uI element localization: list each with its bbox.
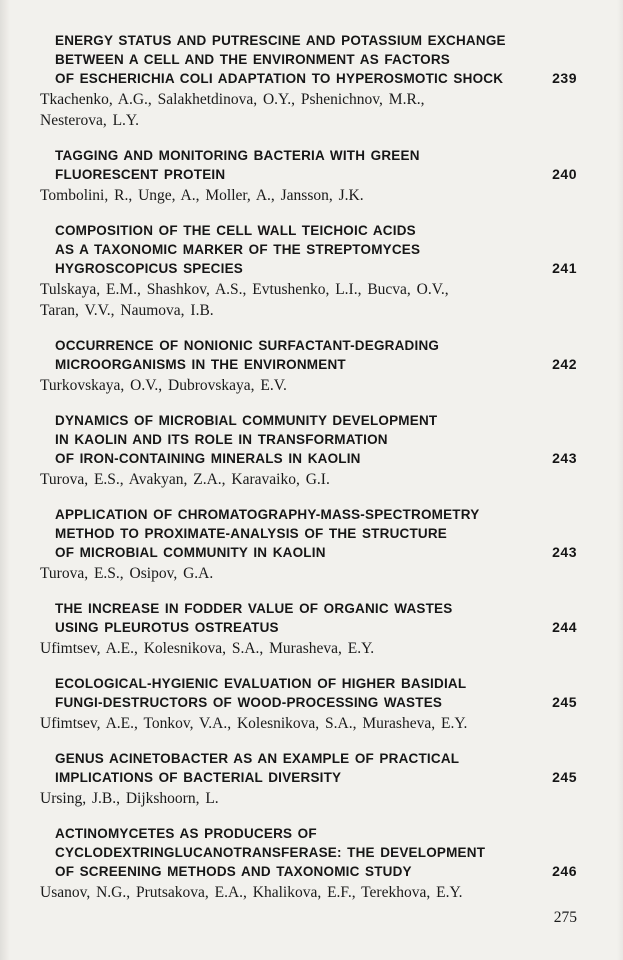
entry-author-line: Tulskaya, E.M., Shashkov, A.S., Evtushenko, L.I., Bucva, O.V., — [40, 281, 449, 298]
entry-author-line: Tkachenko, A.G., Salakhetdinova, O.Y., Pshenichnov, M.R., — [40, 91, 425, 108]
toc-entry — [40, 31, 577, 131]
toc-entry — [40, 674, 577, 734]
entry-title — [40, 824, 577, 881]
entry-author-line: Ufimtsev, A.E., Tonkov, V.A., Kolesnikova, S.A., Murasheva, E.Y. — [40, 715, 468, 732]
entry-author-line: Ufimtsev, A.E., Kolesnikova, S.A., Murasheva, E.Y. — [40, 640, 375, 657]
entry-author-line: Usanov, N.G., Prutsakova, E.A., Khalikova, E.F., Terekhova, E.Y. — [40, 884, 463, 901]
entry-title-line: ACTINOMYCETES AS PRODUCERS OF — [55, 826, 317, 841]
entry-title — [40, 31, 577, 88]
entry-title-line: BETWEEN A CELL AND THE ENVIRONMENT AS FACTORS — [55, 52, 451, 67]
entry-title-line: FUNGI-DESTRUCTORS OF WOOD-PROCESSING WASTES — [55, 695, 443, 710]
entry-title-last-line — [55, 768, 577, 787]
entry-authors — [40, 279, 577, 321]
toc-entry — [40, 599, 577, 659]
entry-title-line: THE INCREASE IN FODDER VALUE OF ORGANIC WASTES — [55, 601, 453, 616]
entry-title-line: FLUORESCENT PROTEIN — [55, 167, 226, 182]
toc-entry — [40, 824, 577, 903]
entry-title-last-line — [55, 618, 577, 637]
entry-title-line: DYNAMICS OF MICROBIAL COMMUNITY DEVELOPMENT — [55, 413, 438, 428]
toc-entry — [40, 336, 577, 396]
entry-title-line: OF SCREENING METHODS AND TAXONOMIC STUDY — [55, 864, 412, 879]
entry-title-line: METHOD TO PROXIMATE-ANALYSIS OF THE STRUCTURE — [55, 526, 448, 541]
entry-title-line: OCCURRENCE OF NONIONIC SURFACTANT-DEGRADING — [55, 338, 440, 353]
entry-title-line: IMPLICATIONS OF BACTERIAL DIVERSITY — [55, 770, 342, 785]
entry-title — [40, 599, 577, 637]
entry-title — [40, 146, 577, 184]
entry-title-last-line — [55, 259, 577, 278]
entry-authors — [40, 882, 577, 903]
entry-author-line: Ursing, J.B., Dijkshoorn, L. — [40, 790, 219, 807]
entry-title — [40, 674, 577, 712]
entry-title-last-line — [55, 693, 577, 712]
entry-title — [40, 221, 577, 278]
entry-title-line: TAGGING AND MONITORING BACTERIA WITH GREEN — [55, 148, 420, 163]
entry-page-number: 241 — [552, 260, 577, 276]
entry-title-line: AS A TAXONOMIC MARKER OF THE STREPTOMYCES — [55, 242, 421, 257]
entry-page-number: 243 — [552, 450, 577, 466]
entry-page-number: 239 — [552, 70, 577, 86]
entry-page-number: 244 — [552, 619, 577, 635]
entry-title-line: IN KAOLIN AND ITS ROLE IN TRANSFORMATION — [55, 432, 388, 447]
toc-entry — [40, 505, 577, 584]
entry-authors — [40, 375, 577, 396]
entry-author-line: Turova, E.S., Avakyan, Z.A., Karavaiko, G.I. — [40, 471, 330, 488]
entry-title — [40, 749, 577, 787]
entry-authors — [40, 563, 577, 584]
entry-page-number: 246 — [552, 863, 577, 879]
entry-title-last-line — [55, 355, 577, 374]
entry-page-number: 245 — [552, 694, 577, 710]
toc-entries — [40, 31, 577, 903]
toc-entry — [40, 411, 577, 490]
entry-title-line: OF ESCHERICHIA COLI ADAPTATION TO HYPEROSMOTIC SHOCK — [55, 71, 504, 86]
toc-entry — [40, 146, 577, 206]
entry-author-line: Turova, E.S., Osipov, G.A. — [40, 565, 214, 582]
toc-entry — [40, 749, 577, 809]
entry-authors — [40, 713, 577, 734]
entry-title-line: COMPOSITION OF THE CELL WALL TEICHOIC ACIDS — [55, 223, 416, 238]
entry-authors — [40, 469, 577, 490]
entry-title-line: MICROORGANISMS IN THE ENVIRONMENT — [55, 357, 346, 372]
entry-title-line: CYCLODEXTRINGLUCANOTRANSFERASE: THE DEVELOPMENT — [55, 845, 486, 860]
entry-page-number: 240 — [552, 166, 577, 182]
entry-title-line: ENERGY STATUS AND PUTRESCINE AND POTASSIUM EXCHANGE — [55, 33, 506, 48]
entry-author-line: Turkovskaya, O.V., Dubrovskaya, E.V. — [40, 377, 287, 394]
entry-title-line: APPLICATION OF CHROMATOGRAPHY-MASS-SPECTROMETRY — [55, 507, 480, 522]
entry-authors — [40, 185, 577, 206]
entry-author-line: Tombolini, R., Unge, A., Moller, A., Jansson, J.K. — [40, 187, 364, 204]
entry-title-line: HYGROSCOPICUS SPECIES — [55, 261, 243, 276]
entry-title-last-line — [55, 543, 577, 562]
entry-authors — [40, 89, 577, 131]
entry-page-number: 245 — [552, 769, 577, 785]
entry-title-line: OF IRON-CONTAINING MINERALS IN KAOLIN — [55, 451, 361, 466]
entry-title — [40, 336, 577, 374]
entry-author-line: Taran, V.V., Naumova, I.B. — [40, 302, 214, 319]
entry-title-last-line — [55, 165, 577, 184]
entry-title-line: GENUS ACINETOBACTER AS AN EXAMPLE OF PRACTICAL — [55, 751, 460, 766]
entry-title-line: OF MICROBIAL COMMUNITY IN KAOLIN — [55, 545, 326, 560]
entry-title-last-line — [55, 69, 577, 88]
entry-authors — [40, 638, 577, 659]
entry-authors — [40, 788, 577, 809]
entry-title-line: ECOLOGICAL-HYGIENIC EVALUATION OF HIGHER BASIDIAL — [55, 676, 467, 691]
entry-page-number: 243 — [552, 544, 577, 560]
entry-page-number: 242 — [552, 356, 577, 372]
entry-title-last-line — [55, 862, 577, 881]
entry-author-line: Nesterova, L.Y. — [40, 112, 139, 129]
entry-title-last-line — [55, 449, 577, 468]
entry-title-line: USING PLEUROTUS OSTREATUS — [55, 620, 279, 635]
footer-page-number: 275 — [553, 909, 577, 926]
entry-title — [40, 505, 577, 562]
toc-entry — [40, 221, 577, 321]
entry-title — [40, 411, 577, 468]
